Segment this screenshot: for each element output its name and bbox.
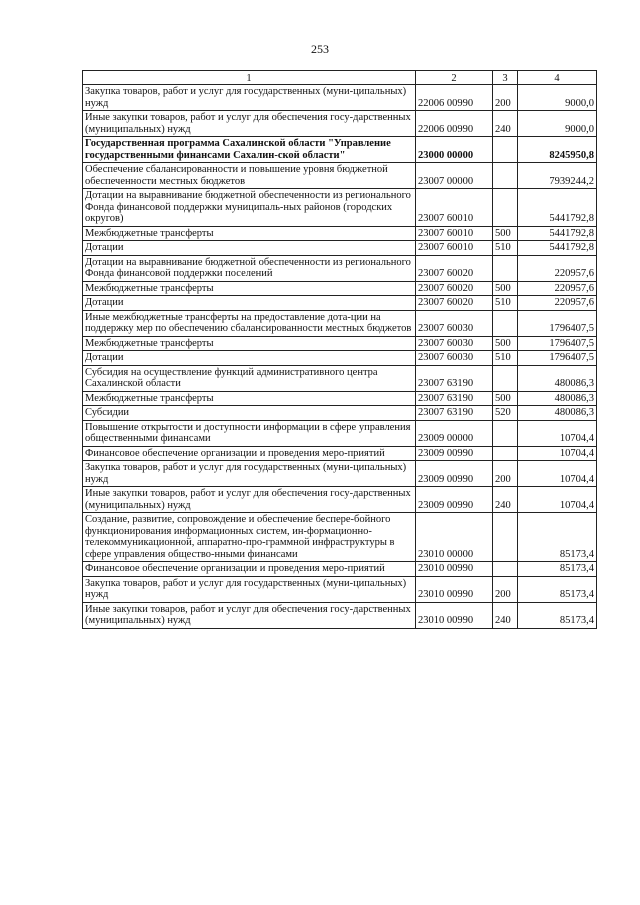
row-code-cell: 23007 63190 bbox=[416, 391, 493, 406]
row-code-cell: 23007 60020 bbox=[416, 296, 493, 311]
row-code-cell: 23010 00990 bbox=[416, 602, 493, 628]
row-code-cell: 23007 60030 bbox=[416, 336, 493, 351]
table-row bbox=[83, 391, 597, 406]
row-amount-cell: 5441792,8 bbox=[518, 226, 597, 241]
row-type-cell: 240 bbox=[493, 111, 518, 137]
row-name-cell: Межбюджетные трансферты bbox=[83, 281, 416, 296]
row-type-cell bbox=[493, 562, 518, 577]
row-type-cell: 200 bbox=[493, 85, 518, 111]
row-type-cell: 520 bbox=[493, 406, 518, 421]
row-type-cell bbox=[493, 137, 518, 163]
row-type-cell: 510 bbox=[493, 296, 518, 311]
row-type-cell: 240 bbox=[493, 487, 518, 513]
row-code-cell: 23010 00990 bbox=[416, 562, 493, 577]
table-body bbox=[83, 85, 597, 629]
row-amount-cell: 85173,4 bbox=[518, 562, 597, 577]
row-name-cell: Создание, развитие, сопровождение и обеспечение беспере-бойного функционирования информационных систем, ин-формационно-телекоммуникационной, аппаратно-про-граммной инфраструктуры в сфере управления общество-нными финансами bbox=[83, 513, 416, 562]
row-code-cell: 23007 63190 bbox=[416, 406, 493, 421]
table-row bbox=[83, 189, 597, 227]
row-type-cell: 240 bbox=[493, 602, 518, 628]
row-code-cell: 23007 00000 bbox=[416, 163, 493, 189]
row-name-cell: Иные закупки товаров, работ и услуг для обеспечения госу-дарственных (муниципальных) нужд bbox=[83, 487, 416, 513]
row-type-cell: 500 bbox=[493, 391, 518, 406]
column-header-4: 4 bbox=[518, 71, 597, 85]
table-row bbox=[83, 163, 597, 189]
table-row bbox=[83, 420, 597, 446]
row-type-cell bbox=[493, 310, 518, 336]
table-row bbox=[83, 461, 597, 487]
row-name-cell: Иные закупки товаров, работ и услуг для обеспечения госу-дарственных (муниципальных) нужд bbox=[83, 111, 416, 137]
table-row bbox=[83, 513, 597, 562]
row-name-cell: Финансовое обеспечение организации и проведения меро-приятий bbox=[83, 562, 416, 577]
column-header-1: 1 bbox=[83, 71, 416, 85]
row-amount-cell: 7939244,2 bbox=[518, 163, 597, 189]
row-code-cell: 22006 00990 bbox=[416, 85, 493, 111]
row-code-cell: 23009 00990 bbox=[416, 487, 493, 513]
row-name-cell: Государственная программа Сахалинской области "Управление государственными финансами Сахалин-ской области" bbox=[83, 137, 416, 163]
row-name-cell: Межбюджетные трансферты bbox=[83, 336, 416, 351]
column-header-2: 2 bbox=[416, 71, 493, 85]
row-name-cell: Субсидии bbox=[83, 406, 416, 421]
table-row bbox=[83, 255, 597, 281]
row-name-cell: Закупка товаров, работ и услуг для государственных (муни-ципальных) нужд bbox=[83, 576, 416, 602]
row-type-cell: 500 bbox=[493, 226, 518, 241]
row-name-cell: Иные закупки товаров, работ и услуг для обеспечения госу-дарственных (муниципальных) нужд bbox=[83, 602, 416, 628]
row-code-cell: 23000 00000 bbox=[416, 137, 493, 163]
row-name-cell: Повышение открытости и доступности информации в сфере управления общественными финансами bbox=[83, 420, 416, 446]
table-row bbox=[83, 351, 597, 366]
row-amount-cell: 85173,4 bbox=[518, 576, 597, 602]
row-type-cell: 500 bbox=[493, 336, 518, 351]
row-code-cell: 23007 60020 bbox=[416, 281, 493, 296]
row-amount-cell: 10704,4 bbox=[518, 420, 597, 446]
row-amount-cell: 220957,6 bbox=[518, 281, 597, 296]
row-type-cell: 200 bbox=[493, 576, 518, 602]
row-code-cell: 23007 60030 bbox=[416, 351, 493, 366]
row-type-cell bbox=[493, 365, 518, 391]
row-name-cell: Дотации bbox=[83, 296, 416, 311]
row-code-cell: 23009 00000 bbox=[416, 420, 493, 446]
row-name-cell: Межбюджетные трансферты bbox=[83, 391, 416, 406]
row-name-cell: Дотации на выравнивание бюджетной обеспеченности из регионального Фонда финансовой поддержки муниципаль-ных районов (городских округов) bbox=[83, 189, 416, 227]
table-row bbox=[83, 137, 597, 163]
table-row bbox=[83, 241, 597, 256]
row-amount-cell: 10704,4 bbox=[518, 487, 597, 513]
row-amount-cell: 1796407,5 bbox=[518, 310, 597, 336]
row-amount-cell: 220957,6 bbox=[518, 296, 597, 311]
row-code-cell: 23007 60010 bbox=[416, 226, 493, 241]
row-code-cell: 23009 00990 bbox=[416, 446, 493, 461]
table-row bbox=[83, 310, 597, 336]
row-type-cell: 500 bbox=[493, 281, 518, 296]
row-code-cell: 23007 60030 bbox=[416, 310, 493, 336]
row-amount-cell: 220957,6 bbox=[518, 255, 597, 281]
column-header-3: 3 bbox=[493, 71, 518, 85]
table-row bbox=[83, 281, 597, 296]
row-name-cell: Закупка товаров, работ и услуг для государственных (муни-ципальных) нужд bbox=[83, 85, 416, 111]
row-type-cell bbox=[493, 420, 518, 446]
row-amount-cell: 10704,4 bbox=[518, 446, 597, 461]
table-row bbox=[83, 562, 597, 577]
budget-table bbox=[82, 70, 597, 629]
row-type-cell bbox=[493, 163, 518, 189]
row-type-cell: 510 bbox=[493, 351, 518, 366]
row-amount-cell: 85173,4 bbox=[518, 513, 597, 562]
row-code-cell: 23007 60010 bbox=[416, 189, 493, 227]
row-name-cell: Дотации bbox=[83, 241, 416, 256]
row-code-cell: 23007 60020 bbox=[416, 255, 493, 281]
row-name-cell: Межбюджетные трансферты bbox=[83, 226, 416, 241]
table-row bbox=[83, 226, 597, 241]
table-row bbox=[83, 602, 597, 628]
table-row bbox=[83, 296, 597, 311]
table-row bbox=[83, 336, 597, 351]
row-type-cell: 200 bbox=[493, 461, 518, 487]
row-type-cell bbox=[493, 446, 518, 461]
row-type-cell: 510 bbox=[493, 241, 518, 256]
row-type-cell bbox=[493, 513, 518, 562]
page-number: 253 bbox=[311, 42, 329, 56]
row-name-cell: Иные межбюджетные трансферты на предоставление дота-ции на поддержку мер по обеспечению сбалансированности местных бюджетов bbox=[83, 310, 416, 336]
row-type-cell bbox=[493, 189, 518, 227]
row-type-cell bbox=[493, 255, 518, 281]
row-amount-cell: 480086,3 bbox=[518, 406, 597, 421]
row-code-cell: 22006 00990 bbox=[416, 111, 493, 137]
row-amount-cell: 480086,3 bbox=[518, 391, 597, 406]
row-code-cell: 23009 00990 bbox=[416, 461, 493, 487]
table-row bbox=[83, 446, 597, 461]
row-name-cell: Закупка товаров, работ и услуг для государственных (муни-ципальных) нужд bbox=[83, 461, 416, 487]
row-code-cell: 23010 00990 bbox=[416, 576, 493, 602]
row-amount-cell: 85173,4 bbox=[518, 602, 597, 628]
table-row bbox=[83, 576, 597, 602]
table-row bbox=[83, 85, 597, 111]
row-name-cell: Субсидия на осуществление функций административного центра Сахалинской области bbox=[83, 365, 416, 391]
row-amount-cell: 5441792,8 bbox=[518, 241, 597, 256]
row-name-cell: Финансовое обеспечение организации и проведения меро-приятий bbox=[83, 446, 416, 461]
table-row bbox=[83, 365, 597, 391]
row-code-cell: 23010 00000 bbox=[416, 513, 493, 562]
row-name-cell: Дотации на выравнивание бюджетной обеспеченности из регионального Фонда финансовой поддержки поселений bbox=[83, 255, 416, 281]
row-amount-cell: 8245950,8 bbox=[518, 137, 597, 163]
row-name-cell: Обеспечение сбалансированности и повышение уровня бюджетной обеспеченности местных бюджетов bbox=[83, 163, 416, 189]
row-amount-cell: 1796407,5 bbox=[518, 351, 597, 366]
row-name-cell: Дотации bbox=[83, 351, 416, 366]
table-row bbox=[83, 487, 597, 513]
row-code-cell: 23007 63190 bbox=[416, 365, 493, 391]
row-amount-cell: 9000,0 bbox=[518, 111, 597, 137]
row-amount-cell: 5441792,8 bbox=[518, 189, 597, 227]
table-header-row bbox=[83, 71, 597, 85]
row-amount-cell: 10704,4 bbox=[518, 461, 597, 487]
row-amount-cell: 480086,3 bbox=[518, 365, 597, 391]
row-code-cell: 23007 60010 bbox=[416, 241, 493, 256]
table-row bbox=[83, 111, 597, 137]
table-row bbox=[83, 406, 597, 421]
row-amount-cell: 9000,0 bbox=[518, 85, 597, 111]
row-amount-cell: 1796407,5 bbox=[518, 336, 597, 351]
